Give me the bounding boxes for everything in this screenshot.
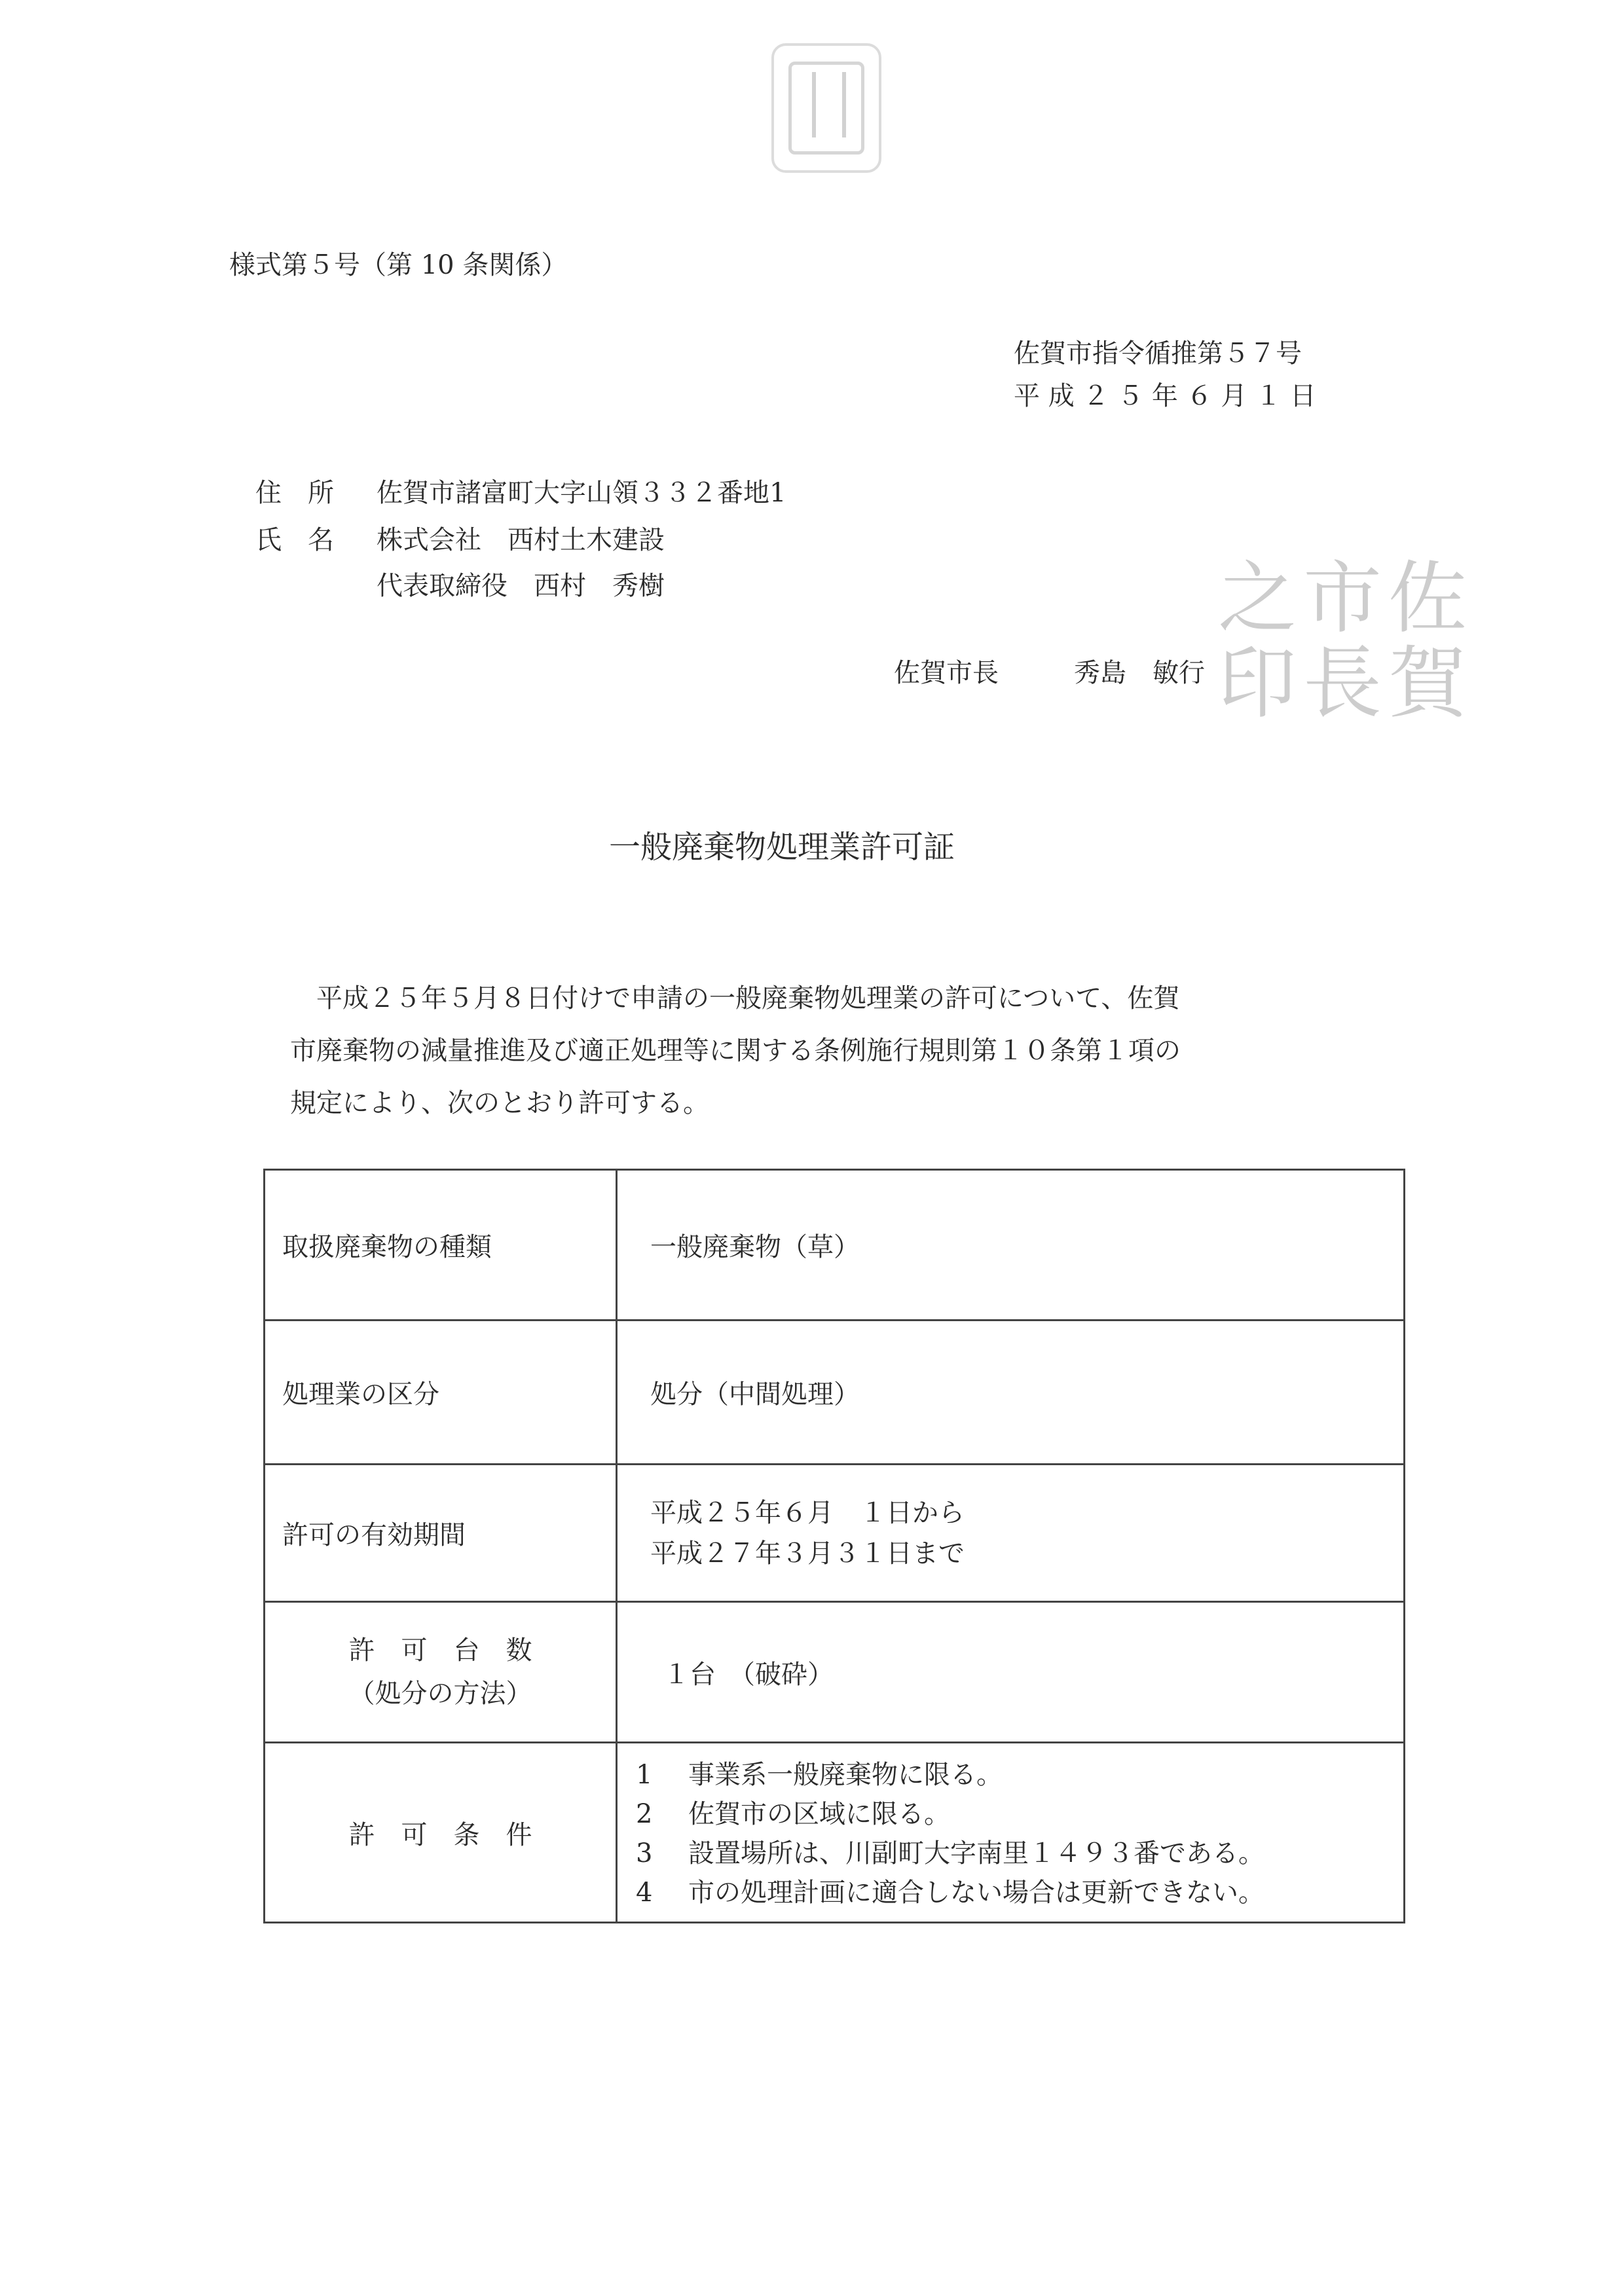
seal-char: 印 bbox=[1218, 638, 1297, 729]
waste-type-cell bbox=[617, 1170, 1405, 1321]
body-line-3: 規定により、次のとおり許可する。 bbox=[290, 1088, 709, 1118]
body-line-1: 平成２５年５月８日付けで申請の一般廃棄物処理業の許可について、佐賀 bbox=[290, 983, 1180, 1013]
address-label: 住 所 bbox=[255, 478, 334, 508]
table-row bbox=[265, 1465, 1405, 1602]
permit-table bbox=[263, 1169, 1405, 1923]
issue-date: 平 成 ２ ５ 年 ６ 月 １ 日 bbox=[1014, 381, 1316, 411]
recipient-company: 株式会社 西村土木建設 bbox=[377, 525, 665, 555]
condition-item bbox=[636, 1754, 1403, 1793]
business-class-value: 処分（中間処理） bbox=[650, 1379, 860, 1410]
condition-text: 市の処理計画に適合しない場合は更新できない。 bbox=[688, 1878, 1264, 1908]
name-label: 氏 名 bbox=[255, 525, 334, 555]
waste-type-label-cell bbox=[265, 1170, 617, 1321]
condition-number: 1 bbox=[636, 1760, 653, 1790]
seal-char: 長 bbox=[1303, 638, 1382, 729]
seal-char: 賀 bbox=[1388, 638, 1467, 729]
conditions-label: 許 可 条 件 bbox=[348, 1819, 532, 1850]
condition-number: 3 bbox=[636, 1838, 653, 1868]
validity-from: 平成２５年６月 １日から bbox=[650, 1497, 965, 1528]
conditions-cell bbox=[617, 1743, 1405, 1923]
count-label-2: （処分の方法） bbox=[348, 1679, 532, 1709]
directive-number: 佐賀市指令循推第５７号 bbox=[1014, 338, 1302, 369]
issuer-name: 秀島 敏行 bbox=[1074, 658, 1205, 688]
seal-char: 之 bbox=[1218, 553, 1297, 644]
table-row bbox=[265, 1743, 1405, 1923]
condition-text: 事業系一般廃棄物に限る。 bbox=[688, 1760, 1003, 1790]
condition-text: 佐賀市の区域に限る。 bbox=[688, 1799, 950, 1829]
count-label-cell bbox=[265, 1602, 617, 1743]
official-seal bbox=[1215, 553, 1470, 812]
top-stamp bbox=[771, 43, 881, 173]
count-cell bbox=[617, 1602, 1405, 1743]
business-class-label-cell bbox=[265, 1321, 617, 1465]
validity-label-cell bbox=[265, 1465, 617, 1602]
seal-char: 市 bbox=[1303, 553, 1382, 644]
form-number: 様式第５号（第 10 条関係） bbox=[229, 250, 568, 280]
seal-char: 佐 bbox=[1388, 553, 1467, 644]
recipient-address: 佐賀市諸富町大字山領３３２番地1 bbox=[377, 478, 786, 508]
waste-type-value: 一般廃棄物（草） bbox=[650, 1232, 860, 1262]
condition-item bbox=[636, 1832, 1403, 1872]
validity-to: 平成２７年３月３１日まで bbox=[650, 1538, 965, 1569]
count-label-1: 許 可 台 数 bbox=[348, 1635, 532, 1666]
waste-type-label: 取扱廃棄物の種類 bbox=[282, 1232, 492, 1262]
table-row bbox=[265, 1170, 1405, 1321]
condition-number: 4 bbox=[636, 1878, 653, 1908]
count-value: １台 （破砕） bbox=[663, 1659, 834, 1690]
conditions-label-cell bbox=[265, 1743, 617, 1923]
document-title: 一般廃棄物処理業許可証 bbox=[609, 829, 955, 866]
condition-number: 2 bbox=[636, 1799, 653, 1829]
business-class-cell bbox=[617, 1321, 1405, 1465]
validity-cell bbox=[617, 1465, 1405, 1602]
business-class-label: 処理業の区分 bbox=[282, 1379, 439, 1410]
validity-label: 許可の有効期間 bbox=[282, 1520, 466, 1550]
body-line-2: 市廃棄物の減量推進及び適正処理等に関する条例施行規則第１０条第１項の bbox=[290, 1036, 1181, 1066]
condition-item bbox=[636, 1872, 1403, 1911]
recipient-representative: 代表取締役 西村 秀樹 bbox=[377, 571, 665, 601]
table-row bbox=[265, 1602, 1405, 1743]
issuer-title: 佐賀市長 bbox=[894, 658, 999, 688]
table-row bbox=[265, 1321, 1405, 1465]
condition-text: 設置場所は、川副町大字南里１４９３番である。 bbox=[688, 1838, 1264, 1868]
condition-item bbox=[636, 1793, 1403, 1832]
